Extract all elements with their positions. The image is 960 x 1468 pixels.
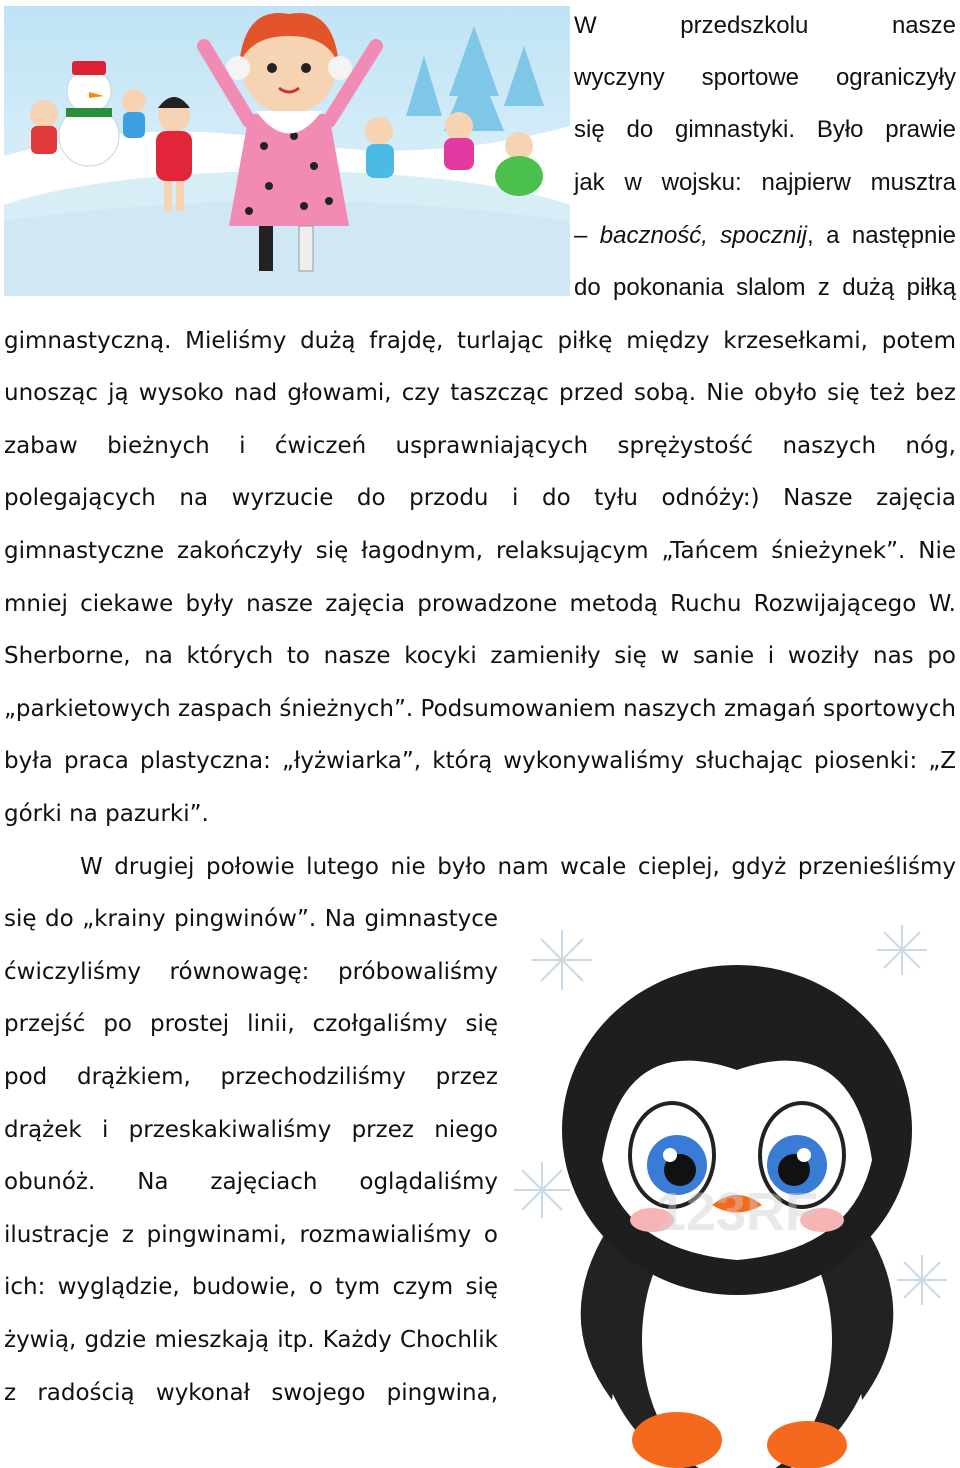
paragraph-line: była praca plastyczna: „łyżwiarka”, którą wykonywaliśmy słuchając piosenki: „Z — [4, 748, 956, 774]
paragraph-line: z radością wykonał swojego pingwina, — [4, 1380, 498, 1406]
skating-children-illustration — [4, 6, 570, 296]
paragraph-line: drążek i przeskakiwaliśmy przez niego — [4, 1117, 498, 1143]
paragraph-line: polegających na wyrzucie do przodu i do tyłu odnóży:) Nasze zajęcia — [4, 485, 956, 511]
paragraph-line: Sherborne, na których to nasze kocyki zamieniły się w sanie i woziły nas po — [4, 643, 956, 669]
paragraph-line: W przedszkolu nasze — [574, 12, 956, 39]
paragraph-line: przejść po prostej linii, czołgaliśmy się — [4, 1011, 498, 1037]
paragraph-line: jak w wojsku: najpierw musztra — [574, 169, 956, 196]
paragraph-line: W drugiej połowie lutego nie było nam wcale cieplej, gdyż przenieśliśmy — [80, 854, 956, 880]
paragraph-line: się do gimnastyki. Było prawie — [574, 116, 956, 143]
paragraph-line: gimnastyczne zakończyły się łagodnym, relaksującym „Tańcem śnieżynek”. Nie — [4, 538, 956, 564]
paragraph-line: gimnastyczną. Mieliśmy dużą frajdę, turlając piłkę między krzesełkami, potem — [4, 328, 956, 354]
paragraph-line: „parkietowych zaspach śnieżnych”. Podsumowaniem naszych zmagań sportowych — [4, 696, 956, 722]
paragraph-line: mniej ciekawe były nasze zajęcia prowadzone metodą Ruchu Rozwijającego W. — [4, 591, 956, 617]
paragraph-line: pod drążkiem, przechodziliśmy przez — [4, 1064, 498, 1090]
paragraph-line: ćwiczyliśmy równowagę: próbowaliśmy — [4, 959, 498, 985]
watermark-text: 123RF — [655, 1182, 819, 1242]
paragraph-line: wyczyny sportowe ograniczyły — [574, 64, 956, 91]
line-rest-text: , a następnie — [807, 222, 957, 249]
paragraph-line: się do „krainy pingwinów”. Na gimnastyce — [4, 906, 498, 932]
paragraph-line: unosząc ją wysoko nad głowami, czy taszcząc przed sobą. Nie obyło się też bez — [4, 380, 956, 406]
dash-text: – — [574, 222, 600, 249]
paragraph-line: do pokonania slalom z dużą piłką — [574, 274, 956, 301]
paragraph-line: górki na pazurki”. — [4, 801, 209, 827]
penguin-illustration — [512, 900, 956, 1468]
paragraph-line: obunóż. Na zajęciach oglądaliśmy — [4, 1169, 498, 1195]
paragraph-line: ich: wyglądzie, budowie, o tym czym się — [4, 1274, 498, 1300]
paragraph-line: ilustracje z pingwinami, rozmawialiśmy o — [4, 1222, 498, 1248]
paragraph-line: zabaw bieżnych i ćwiczeń usprawniających sprężystość naszych nóg, — [4, 433, 956, 459]
paragraph-line — [574, 210, 956, 262]
paragraph-line: żywią, gdzie mieszkają itp. Każdy Chochlik — [4, 1327, 498, 1353]
italic-command-text: baczność, spocznij — [599, 222, 808, 249]
